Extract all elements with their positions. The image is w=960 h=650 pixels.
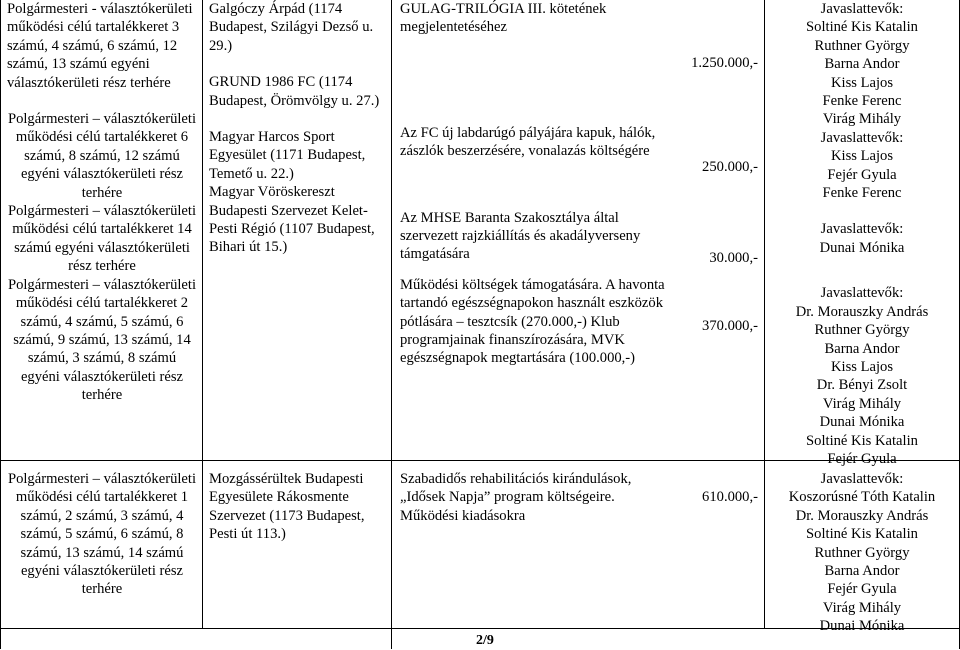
purpose-text: Szabadidős rehabilitációs kirándulások, „Idősek Napja” program költségeire. Működési kiadásokra <box>400 471 632 524</box>
advocate-name: Kiss Lajos <box>830 358 894 375</box>
advocates-label: Javaslattevők: <box>820 471 904 487</box>
column-divider <box>202 0 203 628</box>
district-cell <box>7 0 197 405</box>
purpose-text: Az MHSE Baranta Szakosztálya által szervezett rajzkiállítás és akadályverseny támgatására <box>400 209 641 263</box>
district-text: Polgármesteri – választókerületi működési célú tartalékkeret 2 számú, 4 számú, 5 számú, 6 számú, 9 számú, 13 számú, 14 számú, 3 számú, 8 számú egyéni választókerületi rész terhére <box>7 276 197 404</box>
advocates-label: Javaslattevők: <box>820 1 904 17</box>
advocate-name: Fenke Ferenc <box>822 93 902 110</box>
page-number: 2/9 <box>476 633 494 648</box>
amount: 250.000,- <box>702 159 758 175</box>
recipient-cell <box>209 0 387 257</box>
advocate-name: Dr. Bényi Zsolt <box>816 377 908 394</box>
recipient-text: Magyar Harcos Sport Egyesület (1171 Budapest, Temető u. 22.) <box>209 129 366 182</box>
advocate-name: Dr. Morauszky András <box>795 303 929 320</box>
advocate-name: Fenke Ferenc <box>822 185 902 202</box>
district-text: Polgármesteri – választókerületi működési célú tartalékkeret 14 számú egyéni választókerületi rész terhére <box>7 203 197 275</box>
purpose-text: GULAG-TRILÓGIA III. kötetének megjelentetéséhez <box>400 1 607 36</box>
advocate-name: Barna Andor <box>824 56 900 73</box>
recipient-text: Magyar Vöröskereszt Budapesti Szervezet Kelet-Pesti Régió (1107 Budapest, Bihari út 15.) <box>209 184 375 256</box>
advocates-cell <box>766 470 958 636</box>
advocates-label: Javaslattevők: <box>820 221 904 238</box>
advocate-name: Barna Andor <box>824 563 900 580</box>
district-text: Polgármesteri – választókerületi működési célú tartalékkeret 6 számú, 8 számú, 12 számú egyéni választókerületi rész terhére <box>7 111 197 201</box>
purpose-text: Az FC új labdarúgó pályájára kapuk, hálók, zászlók beszerzésére, vonalazás költségére <box>400 124 656 160</box>
advocate-name: Virág Mihály <box>822 111 902 128</box>
table-border-left <box>0 0 1 649</box>
advocates-label: Javaslattevők: <box>820 129 904 146</box>
advocate-name: Ruthner György <box>814 37 910 54</box>
advocate-name: Soltiné Kis Katalin <box>806 526 918 543</box>
advocate-name: Dunai Mónika <box>819 618 905 635</box>
column-divider <box>764 0 765 628</box>
advocates-label: Javaslattevők: <box>820 285 904 302</box>
advocate-name: Ruthner György <box>814 322 910 339</box>
advocate-name: Fejér Gyula <box>827 166 897 183</box>
advocate-name: Dunai Mónika <box>819 239 905 256</box>
advocate-name: Dunai Mónika <box>819 414 905 431</box>
advocate-name: Soltiné Kis Katalin <box>806 432 918 449</box>
amount: 370.000,- <box>702 318 758 334</box>
amount: 1.250.000,- <box>691 55 758 71</box>
advocate-name: Virág Mihály <box>822 395 902 412</box>
advocate-name: Virág Mihály <box>822 599 902 616</box>
advocate-name: Ruthner György <box>814 544 910 561</box>
advocate-name: Barna Andor <box>824 340 900 357</box>
advocate-name: Fejér Gyula <box>827 450 897 467</box>
district-text: Polgármesteri – választókerületi működési célú tartalékkeret 1 számú, 2 számú, 3 számú, 4 számú, 5 számú, 6 számú, 8 számú, 13 számú, 14 számú egyéni választókerületi rész terhére <box>7 471 197 598</box>
advocate-name: Soltiné Kis Katalin <box>806 19 918 36</box>
amount: 610.000,- <box>702 489 758 505</box>
advocate-name: Dr. Morauszky András <box>795 507 929 524</box>
column-divider <box>391 0 392 649</box>
recipient-text: GRUND 1986 FC (1174 Budapest, Örömvölgy u. 27.) <box>209 74 380 109</box>
advocate-name: Fejér Gyula <box>827 581 897 598</box>
district-text: Polgármesteri - választókerületi működési célú tartalékkeret 3 számú, 4 számú, 6 számú, 12 számú, 13 számú egyéni választókerületi rész terhére <box>7 1 193 91</box>
recipient-text: Mozgássérültek Budapesti Egyesülete Rákosmente Szervezet (1173 Budapest, Pesti út 113.) <box>209 471 365 543</box>
advocates-cell <box>766 0 958 468</box>
amount: 30.000,- <box>709 250 758 266</box>
purpose-cell <box>400 0 670 368</box>
advocate-name: Kiss Lajos <box>830 74 894 91</box>
purpose-text: Működési költségek támogatására. A havonta tartandó egészségnapokon használt eszközök pótlására – tesztcsík (270.000,-) Klub programjainak finanszírozására, MVK egészségnapok megtartására (100.000,-) <box>400 276 665 367</box>
recipient-text: Galgóczy Árpád (1174 Budapest, Szilágyi Dezső u. 29.) <box>209 1 374 54</box>
advocate-name: Kiss Lajos <box>830 148 894 165</box>
advocate-name: Koszorúsné Tóth Katalin <box>788 489 936 506</box>
